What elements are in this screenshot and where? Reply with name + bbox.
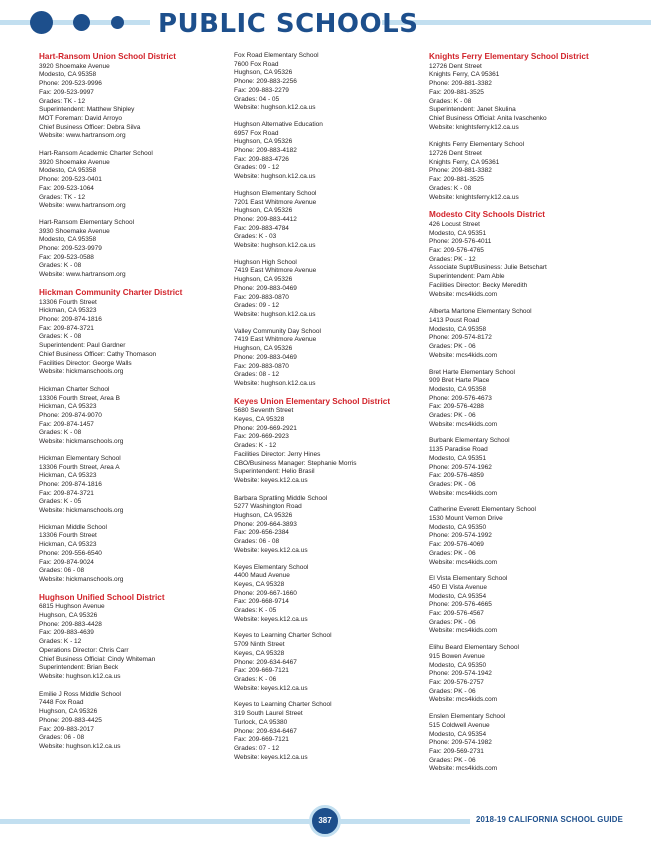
listing-detail-line: Grades: PK - 06	[429, 412, 476, 420]
listing-detail-line: Website: mcs4kids.com	[429, 489, 498, 497]
listing-detail-line: Modesto, CA 95358	[429, 385, 487, 393]
listing-detail-line: 7419 East Whitmore Avenue	[234, 267, 317, 275]
school-name: Catherine Everett Elementary School	[429, 506, 536, 514]
district-name: Modesto City Schools District	[429, 210, 546, 220]
listing-detail-line: Phone: 209-874-1816	[39, 315, 102, 323]
listing-detail-line: Grades: K - 05	[234, 607, 277, 615]
listing-detail-line: Chief Business Officer: Debra Silva	[39, 123, 141, 131]
district-name: Keyes Union Elementary School District	[234, 396, 391, 406]
listing-detail-line: Hughson, CA 95326	[234, 207, 293, 215]
directory-column-3	[429, 52, 609, 782]
listing-detail-line: Phone: 209-574-1982	[429, 739, 492, 747]
school-name: Emilie J Ross Middle School	[39, 690, 122, 698]
listing-detail-line: Phone: 209-883-2256	[234, 78, 297, 86]
school-listing	[39, 524, 219, 585]
listing-detail-line: Phone: 209-634-6467	[234, 727, 297, 735]
school-name: Hickman Charter School	[39, 385, 110, 393]
listing-detail-line: Website: www.hartransom.org	[39, 132, 126, 140]
school-name: Burbank Elementary School	[429, 437, 510, 445]
listing-detail-line: Grades: 06 - 08	[234, 538, 280, 546]
listing-detail-line: Operations Director: Chris Carr	[39, 646, 129, 654]
listing-detail-line: Chief Business Official: Cindy Whiteman	[39, 655, 156, 663]
listing-detail-line: Website: hickmanschools.org	[39, 507, 124, 515]
listing-detail-line: Phone: 209-883-0469	[234, 284, 297, 292]
listing-detail-line: Phone: 209-523-9979	[39, 245, 102, 253]
listing-detail-line: 12726 Dent Street	[429, 62, 482, 70]
school-listing	[234, 121, 414, 182]
listing-detail-line: Phone: 209-881-3382	[429, 167, 492, 175]
listing-detail-line: Website: www.hartransom.org	[39, 271, 126, 279]
listing-detail-line: Website: keyes.k12.ca.us	[234, 684, 308, 692]
school-listing	[234, 701, 414, 762]
listing-detail-line: Hughson, CA 95326	[234, 512, 293, 520]
listing-detail-line: Fax: 209-523-0588	[39, 253, 94, 261]
listing-detail-line: Phone: 209-667-1660	[234, 589, 297, 597]
listing-detail-line: Phone: 209-874-9070	[39, 412, 102, 420]
listing-detail-line: Fax: 209-881-3525	[429, 176, 484, 184]
district-name: Hart-Ransom Union School District	[39, 52, 176, 61]
listing-detail-line: Hughson, CA 95326	[39, 612, 98, 620]
listing-detail-line: Website: hughson.k12.ca.us	[234, 104, 316, 112]
listing-detail-line: Website: knightsferry.k12.ca.us	[429, 123, 519, 131]
listing-detail-line: Fax: 209-576-4567	[429, 610, 484, 618]
listing-detail-line: Phone: 209-881-3382	[429, 80, 492, 88]
listing-detail-line: Phone: 209-576-4665	[429, 601, 492, 609]
listing-detail-line: Turlock, CA 95380	[234, 718, 288, 726]
listing-detail-line: Hughson, CA 95326	[234, 69, 293, 77]
school-listing	[429, 506, 609, 567]
listing-detail-line: Fax: 209-883-4784	[234, 224, 289, 232]
school-listing	[234, 190, 414, 251]
listing-detail-line: Website: hughson.k12.ca.us	[39, 673, 121, 680]
listing-detail-line: Knights Ferry, CA 95361	[429, 71, 500, 79]
listing-detail-line: 515 Coldwell Avenue	[429, 721, 490, 729]
listing-detail-line: Keyes, CA 95328	[234, 580, 285, 588]
footer-band-left	[0, 819, 310, 824]
listing-detail-line: Grades: TK - 12	[39, 97, 86, 105]
listing-detail-line: Fax: 209-576-4765	[429, 247, 484, 255]
listing-detail-line: Fax: 209-523-9997	[39, 88, 94, 96]
listing-detail-line: Modesto, CA 95350	[429, 523, 487, 531]
listing-detail-line: Phone: 209-574-8172	[429, 334, 492, 342]
listing-detail-line: Grades: K - 12	[234, 442, 277, 450]
listing-detail-line: 426 Locust Street	[429, 220, 480, 228]
school-name: Bret Harte Elementary School	[429, 368, 515, 376]
listing-detail-line: Grades: K - 05	[39, 498, 82, 506]
listing-detail-line: 7201 East Whitmore Avenue	[234, 198, 317, 206]
school-listing	[429, 437, 609, 498]
school-name: Valley Community Day School	[234, 327, 321, 335]
listing-detail-line: Fax: 209-576-4288	[429, 403, 484, 411]
school-name: Hickman Elementary School	[39, 454, 121, 462]
listing-detail-line: Fax: 209-576-4859	[429, 472, 484, 480]
listing-detail-line: Grades: 08 - 12	[234, 371, 280, 379]
listing-detail-line: Grades: 06 - 08	[39, 734, 85, 742]
listing-detail-line: Grades: K - 12	[39, 638, 82, 646]
listing-detail-line: Phone: 209-574-1942	[429, 670, 492, 678]
listing-detail-line: Grades: PK - 06	[429, 343, 476, 351]
listing-detail-line: Fax: 209-883-0870	[234, 362, 289, 370]
listing-detail-line: Phone: 209-874-1816	[39, 480, 102, 488]
listing-detail-line: Phone: 209-523-9996	[39, 80, 102, 88]
listing-detail-line: Grades: PK - 06	[429, 549, 476, 557]
listing-detail-line: Phone: 209-883-4182	[234, 147, 297, 155]
district-name: Hughson Unified School District	[39, 592, 165, 602]
listing-detail-line: Website: keyes.k12.ca.us	[234, 753, 308, 761]
listing-detail-line: 13306 Fourth Street	[39, 298, 97, 306]
district-name: Hickman Community Charter District	[39, 287, 183, 297]
listing-detail-line: 319 South Laurel Street	[234, 710, 303, 718]
school-name: El Vista Elementary School	[429, 575, 508, 583]
listing-detail-line: 5277 Washington Road	[234, 503, 302, 511]
listing-detail-line: 1530 Mount Vernon Drive	[429, 515, 503, 523]
listing-detail-line: Keyes, CA 95328	[234, 649, 285, 657]
listing-detail-line: Fax: 209-883-4639	[39, 629, 94, 637]
listing-detail-line: Phone: 209-576-4011	[429, 238, 492, 246]
listing-detail-line: Grades: PK - 06	[429, 756, 476, 764]
listing-detail-line: Phone: 209-664-3893	[234, 520, 297, 528]
footer-band-mid	[340, 819, 470, 824]
school-listing	[39, 150, 219, 211]
school-listing	[234, 328, 414, 389]
directory-column-2	[234, 52, 414, 770]
listing-detail-line: MOT Foreman: David Arroyo	[39, 114, 122, 122]
listing-detail-line: Grades: PK - 06	[429, 618, 476, 626]
listing-detail-line: 3920 Shoemake Avenue	[39, 62, 110, 70]
listing-detail-line: Phone: 209-883-4412	[234, 215, 297, 223]
listing-detail-line: Fax: 209-668-9714	[234, 598, 289, 606]
school-listing	[429, 141, 609, 202]
listing-detail-line: Grades: K - 03	[234, 233, 277, 241]
header-dot-medium	[73, 14, 90, 31]
listing-detail-line: Grades: 09 - 12	[234, 302, 280, 310]
listing-detail-line: Grades: 06 - 08	[39, 567, 85, 575]
school-name: Hughson Alternative Education	[234, 120, 323, 128]
listing-detail-line: Website: hughson.k12.ca.us	[39, 742, 121, 750]
listing-detail-line: Website: mcs4kids.com	[429, 351, 498, 359]
district-listing	[39, 593, 219, 682]
school-listing	[429, 713, 609, 774]
district-listing	[39, 52, 219, 141]
listing-detail-line: Hickman, CA 95323	[39, 541, 97, 549]
listing-detail-line: 6957 Fox Road	[234, 129, 279, 137]
school-name: Knights Ferry Elementary School	[429, 141, 525, 149]
listing-detail-line: Grades: TK - 12	[39, 193, 86, 201]
listing-detail-line: Fax: 209-883-0870	[234, 293, 289, 301]
listing-detail-line: Facilities Director: Jerry Hines	[234, 450, 321, 458]
listing-detail-line: Grades: K - 06	[234, 676, 277, 683]
listing-detail-line: Associate Supt/Business: Julie Betschart	[429, 264, 547, 272]
school-listing	[234, 495, 414, 556]
listing-detail-line: Chief Business Officer: Cathy Thomason	[39, 350, 157, 358]
listing-detail-line: 3920 Shoemake Avenue	[39, 158, 110, 166]
listing-detail-line: Grades: PK - 06	[429, 480, 476, 488]
header-dot-large	[30, 11, 53, 34]
listing-detail-line: 450 El Vista Avenue	[429, 583, 487, 591]
listing-detail-line: Website: hickmanschools.org	[39, 575, 124, 583]
listing-detail-line: Fax: 209-883-2017	[39, 725, 94, 733]
listing-detail-line: 4400 Maud Avenue	[234, 572, 290, 580]
school-name: Hickman Middle School	[39, 523, 107, 531]
listing-detail-line: 6815 Hughson Avenue	[39, 603, 105, 611]
district-listing	[429, 52, 609, 132]
listing-detail-line: 3930 Shoemake Avenue	[39, 227, 110, 235]
listing-detail-line: 12726 Dent Street	[429, 150, 482, 158]
listing-detail-line: 1135 Paradise Road	[429, 446, 488, 454]
listing-detail-line: Grades: PK - 06	[429, 687, 476, 695]
listing-detail-line: Facilities Director: George Walls	[39, 359, 132, 367]
listing-detail-line: Hughson, CA 95326	[234, 345, 293, 353]
listing-detail-line: Grades: 09 - 12	[234, 164, 280, 172]
listing-detail-line: Website: hughson.k12.ca.us	[234, 379, 316, 387]
listing-detail-line: Hickman, CA 95323	[39, 472, 97, 480]
school-name: Keyes Elementary School	[234, 563, 309, 571]
listing-detail-line: Website: keyes.k12.ca.us	[234, 476, 308, 484]
listing-detail-line: Fax: 209-523-1064	[39, 184, 94, 192]
listing-detail-line: 7600 Fox Road	[234, 60, 279, 68]
listing-detail-line: Website: hughson.k12.ca.us	[234, 173, 316, 181]
listing-detail-line: 915 Bowen Avenue	[429, 652, 485, 660]
listing-detail-line: Fax: 209-569-2731	[429, 747, 484, 755]
school-listing	[234, 52, 414, 113]
school-name: Alberta Martone Elementary School	[429, 308, 532, 316]
listing-detail-line: Phone: 209-883-0469	[234, 353, 297, 361]
listing-detail-line: Grades: K - 08	[39, 333, 82, 341]
district-listing	[39, 288, 219, 377]
listing-detail-line: Grades: K - 08	[39, 429, 82, 437]
page-footer	[0, 803, 651, 839]
listing-detail-line: 5709 Ninth Street	[234, 641, 285, 649]
listing-detail-line: Fax: 209-669-2923	[234, 433, 289, 441]
school-name: Keyes to Learning Charter School	[234, 701, 332, 709]
listing-detail-line: Website: hughson.k12.ca.us	[234, 242, 316, 250]
listing-detail-line: Modesto, CA 95358	[429, 325, 487, 333]
listing-detail-line: Fax: 209-881-3525	[429, 88, 484, 96]
listing-detail-line: Fax: 209-874-1457	[39, 420, 94, 428]
listing-detail-line: Website: keyes.k12.ca.us	[234, 546, 308, 554]
school-name: Fox Road Elementary School	[234, 52, 319, 59]
listing-detail-line: Keyes, CA 95328	[234, 416, 285, 424]
listing-detail-line: Fax: 209-874-9024	[39, 558, 94, 566]
listing-detail-line: Phone: 209-574-1992	[429, 532, 492, 540]
listing-detail-line: Grades: 07 - 12	[234, 744, 280, 752]
school-listing	[39, 455, 219, 516]
listing-detail-line: Website: hickmanschools.org	[39, 368, 124, 376]
school-name: Keyes to Learning Charter School	[234, 632, 332, 640]
listing-detail-line: Fax: 209-669-7121	[234, 736, 289, 744]
listing-detail-line: Website: mcs4kids.com	[429, 420, 498, 428]
listing-detail-line: 1413 Poust Road	[429, 316, 480, 324]
school-listing	[429, 369, 609, 430]
listing-detail-line: Website: knightsferry.k12.ca.us	[429, 193, 519, 201]
listing-detail-line: Website: mcs4kids.com	[429, 765, 498, 773]
school-name: Barbara Spratling Middle School	[234, 494, 328, 502]
listing-detail-line: CBO/Business Manager: Stephanie Morris	[234, 459, 357, 467]
district-name: Knights Ferry Elementary School District	[429, 52, 589, 61]
listing-detail-line: Superintendent: Paul Gardner	[39, 342, 126, 350]
header-dot-small	[111, 16, 124, 29]
listing-detail-line: Modesto, CA 95358	[39, 167, 97, 175]
listing-detail-line: Website: hughson.k12.ca.us	[234, 310, 316, 318]
listing-detail-line: Website: mcs4kids.com	[429, 696, 498, 704]
page-number: 387	[309, 805, 341, 837]
school-listing	[39, 691, 219, 752]
listing-detail-line: Modesto, CA 95354	[429, 592, 487, 600]
listing-detail-line: Superintendent: Pam Able	[429, 273, 505, 281]
school-listing	[39, 386, 219, 447]
listing-detail-line: Grades: K - 08	[429, 184, 472, 192]
listing-detail-line: Hughson, CA 95326	[234, 276, 293, 284]
listing-detail-line: Modesto, CA 95351	[429, 229, 487, 237]
listing-detail-line: Knights Ferry, CA 95361	[429, 158, 500, 166]
listing-detail-line: Fax: 209-883-4726	[234, 155, 289, 163]
listing-detail-line: Website: mcs4kids.com	[429, 558, 498, 566]
listing-detail-line: Fax: 209-874-3721	[39, 489, 94, 497]
listing-detail-line: Modesto, CA 95350	[429, 661, 487, 669]
school-name: Enslen Elementary School	[429, 713, 506, 721]
listing-detail-line: Fax: 209-576-2757	[429, 679, 484, 686]
listing-detail-line: Superintendent: Brian Beck	[39, 664, 119, 672]
listing-detail-line: Phone: 209-883-4425	[39, 716, 102, 724]
school-name: Elihu Beard Elementary School	[429, 644, 519, 652]
listing-detail-line: Phone: 209-556-6540	[39, 549, 102, 557]
school-name: Hughson High School	[234, 258, 297, 266]
school-listing	[234, 259, 414, 320]
listing-detail-line: 5680 Seventh Street	[234, 407, 294, 415]
directory-column-1	[39, 52, 219, 760]
school-listing	[429, 644, 609, 705]
listing-detail-line: Phone: 209-574-1962	[429, 463, 492, 471]
listing-detail-line: Superintendent: Helio Brasil	[234, 468, 315, 476]
district-listing	[234, 397, 414, 486]
listing-detail-line: Grades: PK - 12	[429, 255, 476, 263]
listing-detail-line: Hickman, CA 95323	[39, 307, 97, 315]
listing-detail-line: Phone: 209-576-4673	[429, 394, 492, 402]
guide-title: 2018-19 CALIFORNIA SCHOOL GUIDE	[476, 815, 624, 824]
listing-detail-line: Phone: 209-669-2921	[234, 424, 297, 432]
school-listing	[234, 564, 414, 625]
listing-detail-line: 909 Bret Harte Place	[429, 377, 490, 385]
listing-detail-line: Fax: 209-883-2279	[234, 86, 289, 94]
school-listing	[429, 308, 609, 360]
listing-detail-line: Website: mcs4kids.com	[429, 290, 498, 298]
listing-detail-line: Phone: 209-883-4428	[39, 620, 102, 628]
listing-detail-line: Modesto, CA 95354	[429, 730, 487, 738]
district-listing	[429, 210, 609, 299]
listing-detail-line: 7448 Fox Road	[39, 699, 84, 707]
listing-detail-line: Superintendent: Matthew Shipley	[39, 106, 135, 114]
listing-detail-line: Phone: 209-634-6467	[234, 658, 297, 666]
listing-detail-line: Fax: 209-669-7121	[234, 667, 289, 675]
header-band-right	[382, 20, 651, 25]
listing-detail-line: Hughson, CA 95326	[234, 138, 293, 146]
listing-detail-line: 13306 Fourth Street	[39, 532, 97, 540]
school-listing	[429, 575, 609, 636]
listing-detail-line: Fax: 209-656-2384	[234, 529, 289, 537]
listing-detail-line: Website: hickmanschools.org	[39, 438, 124, 446]
page-title: PUBLIC SCHOOLS	[158, 9, 419, 39]
school-name: Hart-Ransom Elementary School	[39, 218, 135, 226]
listing-detail-line: 13306 Fourth Street, Area B	[39, 394, 120, 402]
listing-detail-line: Chief Business Official: Anita Ivaschenko	[429, 114, 547, 122]
listing-detail-line: Hughson, CA 95326	[39, 708, 98, 716]
listing-detail-line: Grades: K - 08	[39, 262, 82, 270]
listing-detail-line: 13306 Fourth Street, Area A	[39, 463, 120, 471]
listing-detail-line: Superintendent: Janet Skulina	[429, 106, 516, 114]
listing-detail-line: Fax: 209-874-3721	[39, 324, 94, 332]
listing-detail-line: Fax: 209-576-4069	[429, 541, 484, 549]
listing-detail-line: Facilities Director: Becky Meredith	[429, 281, 528, 289]
listing-detail-line: 7419 East Whitmore Avenue	[234, 336, 317, 344]
listing-detail-line: Grades: 04 - 05	[234, 95, 280, 103]
listing-detail-line: Phone: 209-523-0401	[39, 176, 102, 184]
school-listing	[39, 219, 219, 280]
school-name: Hart-Ransom Academic Charter School	[39, 150, 153, 158]
listing-detail-line: Hickman, CA 95323	[39, 403, 97, 411]
school-listing	[234, 632, 414, 693]
listing-detail-line: Modesto, CA 95358	[39, 236, 97, 244]
listing-detail-line: Grades: K - 08	[429, 97, 472, 105]
school-name: Hughson Elementary School	[234, 189, 317, 197]
listing-detail-line: Modesto, CA 95358	[39, 71, 97, 79]
page-header	[0, 0, 651, 50]
listing-detail-line: Website: mcs4kids.com	[429, 627, 498, 635]
listing-detail-line: Website: keyes.k12.ca.us	[234, 615, 308, 623]
listing-detail-line: Website: www.hartransom.org	[39, 202, 126, 210]
listing-detail-line: Modesto, CA 95351	[429, 454, 487, 462]
